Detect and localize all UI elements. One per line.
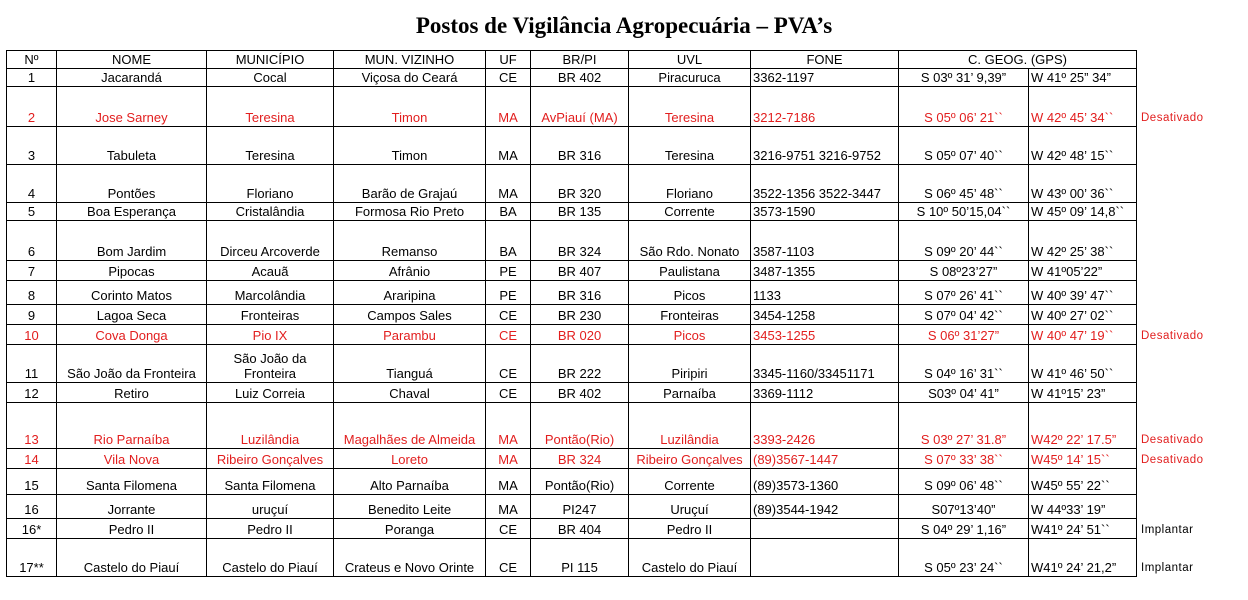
row-nome: Jacarandá bbox=[57, 69, 207, 87]
row-uf: MA bbox=[486, 127, 531, 165]
row-gps-lon: W 45º 09’ 14,8`` bbox=[1029, 203, 1137, 221]
row-nome: Jorrante bbox=[57, 495, 207, 519]
row-uf: CE bbox=[486, 345, 531, 383]
header-row bbox=[7, 51, 1215, 69]
row-gps-lon: W 44º33’ 19” bbox=[1029, 495, 1137, 519]
row-fone: 3369-1112 bbox=[751, 383, 899, 403]
row-fone: 3522-1356 3522-3447 bbox=[751, 165, 899, 203]
row-municipio: Marcolândia bbox=[207, 281, 334, 305]
row-mun-vizinho: Afrânio bbox=[334, 261, 486, 281]
row-status bbox=[1137, 281, 1215, 305]
row-fone: 3587-1103 bbox=[751, 221, 899, 261]
row-nome: Boa Esperança bbox=[57, 203, 207, 221]
row-fone: 1133 bbox=[751, 281, 899, 305]
table-row bbox=[7, 127, 1215, 165]
table-row bbox=[7, 261, 1215, 281]
row-mun-vizinho: Formosa Rio Preto bbox=[334, 203, 486, 221]
row-number: 2 bbox=[7, 87, 57, 127]
row-br-pi: BR 402 bbox=[531, 383, 629, 403]
row-br-pi: BR 407 bbox=[531, 261, 629, 281]
row-gps-lon: W 40º 39’ 47`` bbox=[1029, 281, 1137, 305]
row-number: 17** bbox=[7, 539, 57, 577]
row-fone: 3393-2426 bbox=[751, 403, 899, 449]
table-row bbox=[7, 469, 1215, 495]
row-uvl: Picos bbox=[629, 281, 751, 305]
row-status: Desativado bbox=[1141, 111, 1204, 124]
row-fone: 3573-1590 bbox=[751, 203, 899, 221]
row-uf: MA bbox=[486, 87, 531, 127]
row-br-pi: BR 020 bbox=[531, 325, 629, 345]
header-municipio: MUNICÍPIO bbox=[207, 51, 334, 69]
row-mun-vizinho: Viçosa do Ceará bbox=[334, 69, 486, 87]
row-uvl: Piripiri bbox=[629, 345, 751, 383]
row-uf: PE bbox=[486, 281, 531, 305]
row-municipio: Cocal bbox=[207, 69, 334, 87]
row-fone: 3487-1355 bbox=[751, 261, 899, 281]
row-uf: BA bbox=[486, 221, 531, 261]
row-uvl: São Rdo. Nonato bbox=[629, 221, 751, 261]
row-gps-lon: W 41º15’ 23” bbox=[1029, 383, 1137, 403]
table-row bbox=[7, 449, 1215, 469]
row-fone: (89)3567-1447 bbox=[751, 449, 899, 469]
row-gps-lon: W 42º 48’ 15`` bbox=[1029, 127, 1137, 165]
row-gps-lat: S 05º 07’ 40`` bbox=[899, 127, 1029, 165]
row-gps-lon: W45º 14’ 15`` bbox=[1029, 449, 1137, 469]
row-gps-lon: W 41º 46’ 50`` bbox=[1029, 345, 1137, 383]
row-mun-vizinho: Timon bbox=[334, 127, 486, 165]
row-nome: Pipocas bbox=[57, 261, 207, 281]
row-br-pi: AvPiauí (MA) bbox=[531, 87, 629, 127]
header-fone: FONE bbox=[751, 51, 899, 69]
row-number: 15 bbox=[7, 469, 57, 495]
row-gps-lat: S 06º 45’ 48`` bbox=[899, 165, 1029, 203]
row-gps-lat: S07º13’40” bbox=[899, 495, 1029, 519]
row-uvl: Floriano bbox=[629, 165, 751, 203]
row-fone: (89)3573-1360 bbox=[751, 469, 899, 495]
row-br-pi: BR 320 bbox=[531, 165, 629, 203]
row-br-pi: Pontão(Rio) bbox=[531, 469, 629, 495]
row-fone: 3345-1160/33451171 bbox=[751, 345, 899, 383]
table-row bbox=[7, 495, 1215, 519]
row-gps-lon: W41º 24’ 21,2” bbox=[1029, 539, 1137, 577]
row-gps-lat: S 05º 23’ 24`` bbox=[899, 539, 1029, 577]
row-mun-vizinho: Magalhães de Almeida bbox=[334, 403, 486, 449]
row-nome: Pedro II bbox=[57, 519, 207, 539]
row-uvl: Corrente bbox=[629, 203, 751, 221]
row-nome: Jose Sarney bbox=[57, 87, 207, 127]
header-uvl: UVL bbox=[629, 51, 751, 69]
header-gps: C. GEOG. (GPS) bbox=[899, 51, 1137, 69]
row-gps-lon: W42º 22’ 17.5” bbox=[1029, 403, 1137, 449]
row-nome: Corinto Matos bbox=[57, 281, 207, 305]
row-mun-vizinho: Poranga bbox=[334, 519, 486, 539]
row-mun-vizinho: Timon bbox=[334, 87, 486, 127]
row-gps-lon: W 41º 25” 34” bbox=[1029, 69, 1137, 87]
row-number: 10 bbox=[7, 325, 57, 345]
row-uf: PE bbox=[486, 261, 531, 281]
row-status bbox=[1137, 69, 1215, 87]
row-nome: Rio Parnaíba bbox=[57, 403, 207, 449]
row-mun-vizinho: Campos Sales bbox=[334, 305, 486, 325]
row-gps-lon: W45º 55’ 22`` bbox=[1029, 469, 1137, 495]
row-number: 5 bbox=[7, 203, 57, 221]
row-municipio: Floriano bbox=[207, 165, 334, 203]
row-uf: MA bbox=[486, 449, 531, 469]
row-gps-lon: W 41º05’22” bbox=[1029, 261, 1137, 281]
table-row bbox=[7, 165, 1215, 203]
row-nome: Lagoa Seca bbox=[57, 305, 207, 325]
row-status bbox=[1137, 127, 1215, 165]
row-number: 16* bbox=[7, 519, 57, 539]
header-mun-vizinho: MUN. VIZINHO bbox=[334, 51, 486, 69]
row-gps-lat: S 05º 06’ 21`` bbox=[899, 87, 1029, 127]
row-status: Implantar bbox=[1141, 523, 1194, 536]
row-municipio: Acauã bbox=[207, 261, 334, 281]
row-nome: Retiro bbox=[57, 383, 207, 403]
row-number: 1 bbox=[7, 69, 57, 87]
row-status bbox=[1137, 495, 1215, 519]
row-uf: BA bbox=[486, 203, 531, 221]
row-uf: MA bbox=[486, 165, 531, 203]
row-status: Desativado bbox=[1141, 433, 1204, 446]
row-fone bbox=[751, 539, 899, 577]
row-nome: São João da Fronteira bbox=[57, 345, 207, 383]
row-br-pi: BR 402 bbox=[531, 69, 629, 87]
table-row bbox=[7, 519, 1215, 539]
row-municipio: Pedro II bbox=[207, 519, 334, 539]
row-uvl: Uruçuí bbox=[629, 495, 751, 519]
row-mun-vizinho: Chaval bbox=[334, 383, 486, 403]
row-fone: 3362-1197 bbox=[751, 69, 899, 87]
row-uf: MA bbox=[486, 495, 531, 519]
row-uf: MA bbox=[486, 469, 531, 495]
row-uvl: Castelo do Piauí bbox=[629, 539, 751, 577]
table-row bbox=[7, 539, 1215, 577]
row-gps-lat: S 07º 04’ 42`` bbox=[899, 305, 1029, 325]
row-uvl: Teresina bbox=[629, 127, 751, 165]
row-gps-lat: S 07º 26’ 41`` bbox=[899, 281, 1029, 305]
row-uvl: Fronteiras bbox=[629, 305, 751, 325]
row-status: Desativado bbox=[1141, 453, 1204, 466]
row-gps-lon: W41º 24’ 51`` bbox=[1029, 519, 1137, 539]
row-number: 8 bbox=[7, 281, 57, 305]
row-uvl: Picos bbox=[629, 325, 751, 345]
row-nome: Castelo do Piauí bbox=[57, 539, 207, 577]
row-status bbox=[1137, 305, 1215, 325]
row-gps-lat: S03º 04’ 41” bbox=[899, 383, 1029, 403]
row-status bbox=[1137, 383, 1215, 403]
row-status bbox=[1137, 203, 1215, 221]
row-gps-lat: S 07º 33’ 38`` bbox=[899, 449, 1029, 469]
row-fone: (89)3544-1942 bbox=[751, 495, 899, 519]
row-municipio: Ribeiro Gonçalves bbox=[207, 449, 334, 469]
row-br-pi: BR 316 bbox=[531, 281, 629, 305]
table-row bbox=[7, 203, 1215, 221]
row-gps-lat: S 09º 20’ 44`` bbox=[899, 221, 1029, 261]
row-gps-lat: S 04º 29’ 1,16” bbox=[899, 519, 1029, 539]
row-gps-lat: S 08º23’27” bbox=[899, 261, 1029, 281]
row-br-pi: BR 222 bbox=[531, 345, 629, 383]
row-status bbox=[1137, 221, 1215, 261]
row-gps-lon: W 40º 47’ 19`` bbox=[1029, 325, 1137, 345]
row-mun-vizinho: Barão de Grajaú bbox=[334, 165, 486, 203]
table-row bbox=[7, 305, 1215, 325]
row-fone: 3453-1255 bbox=[751, 325, 899, 345]
row-nome: Bom Jardim bbox=[57, 221, 207, 261]
row-municipio: Teresina bbox=[207, 87, 334, 127]
row-municipio: Santa Filomena bbox=[207, 469, 334, 495]
header-status-blank bbox=[1137, 51, 1215, 69]
row-nome: Vila Nova bbox=[57, 449, 207, 469]
row-uf: CE bbox=[486, 383, 531, 403]
row-number: 4 bbox=[7, 165, 57, 203]
header-uf: UF bbox=[486, 51, 531, 69]
row-number: 14 bbox=[7, 449, 57, 469]
pva-table bbox=[6, 50, 1215, 577]
row-br-pi: BR 404 bbox=[531, 519, 629, 539]
row-gps-lon: W 42º 45’ 34`` bbox=[1029, 87, 1137, 127]
row-gps-lat: S 10º 50’15,04`` bbox=[899, 203, 1029, 221]
row-uf: CE bbox=[486, 539, 531, 577]
row-fone: 3454-1258 bbox=[751, 305, 899, 325]
row-br-pi: PI 115 bbox=[531, 539, 629, 577]
page-title: Postos de Vigilância Agropecuária – PVA’s bbox=[415, 13, 833, 38]
row-uvl: Piracuruca bbox=[629, 69, 751, 87]
row-uf: CE bbox=[486, 69, 531, 87]
row-municipio: Castelo do Piauí bbox=[207, 539, 334, 577]
row-number: 7 bbox=[7, 261, 57, 281]
row-number: 6 bbox=[7, 221, 57, 261]
header-nome: NOME bbox=[57, 51, 207, 69]
table-row bbox=[7, 221, 1215, 261]
row-number: 13 bbox=[7, 403, 57, 449]
row-mun-vizinho: Crateus e Novo Orinte bbox=[334, 539, 486, 577]
row-status bbox=[1137, 469, 1215, 495]
row-uvl: Luzilândia bbox=[629, 403, 751, 449]
row-mun-vizinho: Loreto bbox=[334, 449, 486, 469]
row-municipio: Fronteiras bbox=[207, 305, 334, 325]
row-gps-lat: S 03º 27’ 31.8” bbox=[899, 403, 1029, 449]
row-municipio: Pio IX bbox=[207, 325, 334, 345]
row-municipio: Luzilândia bbox=[207, 403, 334, 449]
row-status bbox=[1137, 261, 1215, 281]
table-row bbox=[7, 403, 1215, 449]
row-status bbox=[1137, 345, 1215, 383]
row-uf: MA bbox=[486, 403, 531, 449]
row-nome: Tabuleta bbox=[57, 127, 207, 165]
table-row bbox=[7, 281, 1215, 305]
row-mun-vizinho: Alto Parnaíba bbox=[334, 469, 486, 495]
row-gps-lat: S 06º 31’27” bbox=[899, 325, 1029, 345]
row-mun-vizinho: Araripina bbox=[334, 281, 486, 305]
row-br-pi: Pontão(Rio) bbox=[531, 403, 629, 449]
row-gps-lat: S 04º 16’ 31`` bbox=[899, 345, 1029, 383]
header-br-pi: BR/PI bbox=[531, 51, 629, 69]
row-municipio: Dirceu Arcoverde bbox=[207, 221, 334, 261]
table-row bbox=[7, 383, 1215, 403]
row-uf: CE bbox=[486, 305, 531, 325]
row-municipio: São João da Fronteira bbox=[207, 345, 334, 383]
row-br-pi: BR 135 bbox=[531, 203, 629, 221]
table-row bbox=[7, 87, 1215, 127]
row-br-pi: BR 324 bbox=[531, 221, 629, 261]
row-mun-vizinho: Parambu bbox=[334, 325, 486, 345]
row-municipio: uruçuí bbox=[207, 495, 334, 519]
row-mun-vizinho: Remanso bbox=[334, 221, 486, 261]
row-status: Desativado bbox=[1141, 329, 1204, 342]
row-number: 9 bbox=[7, 305, 57, 325]
row-uvl: Ribeiro Gonçalves bbox=[629, 449, 751, 469]
row-nome: Cova Donga bbox=[57, 325, 207, 345]
row-br-pi: BR 316 bbox=[531, 127, 629, 165]
row-gps-lat: S 03º 31’ 9,39” bbox=[899, 69, 1029, 87]
row-gps-lon: W 43º 00’ 36`` bbox=[1029, 165, 1137, 203]
row-status: Implantar bbox=[1141, 561, 1194, 574]
row-number: 16 bbox=[7, 495, 57, 519]
row-uvl: Teresina bbox=[629, 87, 751, 127]
row-number: 3 bbox=[7, 127, 57, 165]
row-number: 11 bbox=[7, 345, 57, 383]
row-fone: 3212-7186 bbox=[751, 87, 899, 127]
row-municipio: Teresina bbox=[207, 127, 334, 165]
row-uvl: Paulistana bbox=[629, 261, 751, 281]
row-uvl: Corrente bbox=[629, 469, 751, 495]
row-mun-vizinho: Benedito Leite bbox=[334, 495, 486, 519]
row-uf: CE bbox=[486, 325, 531, 345]
row-uvl: Parnaíba bbox=[629, 383, 751, 403]
row-status bbox=[1137, 165, 1215, 203]
table-row bbox=[7, 345, 1215, 383]
row-br-pi: BR 324 bbox=[531, 449, 629, 469]
row-br-pi: BR 230 bbox=[531, 305, 629, 325]
row-uvl: Pedro II bbox=[629, 519, 751, 539]
row-gps-lat: S 09º 06’ 48`` bbox=[899, 469, 1029, 495]
row-gps-lon: W 42º 25’ 38`` bbox=[1029, 221, 1137, 261]
row-municipio: Luiz Correia bbox=[207, 383, 334, 403]
row-nome: Pontões bbox=[57, 165, 207, 203]
row-gps-lon: W 40º 27’ 02`` bbox=[1029, 305, 1137, 325]
row-fone bbox=[751, 519, 899, 539]
row-fone: 3216-9751 3216-9752 bbox=[751, 127, 899, 165]
row-uf: CE bbox=[486, 519, 531, 539]
table-row bbox=[7, 325, 1215, 345]
row-br-pi: PI247 bbox=[531, 495, 629, 519]
table-row bbox=[7, 69, 1215, 87]
header-n: Nº bbox=[7, 51, 57, 69]
row-municipio: Cristalândia bbox=[207, 203, 334, 221]
row-nome: Santa Filomena bbox=[57, 469, 207, 495]
row-mun-vizinho: Tianguá bbox=[334, 345, 486, 383]
row-number: 12 bbox=[7, 383, 57, 403]
